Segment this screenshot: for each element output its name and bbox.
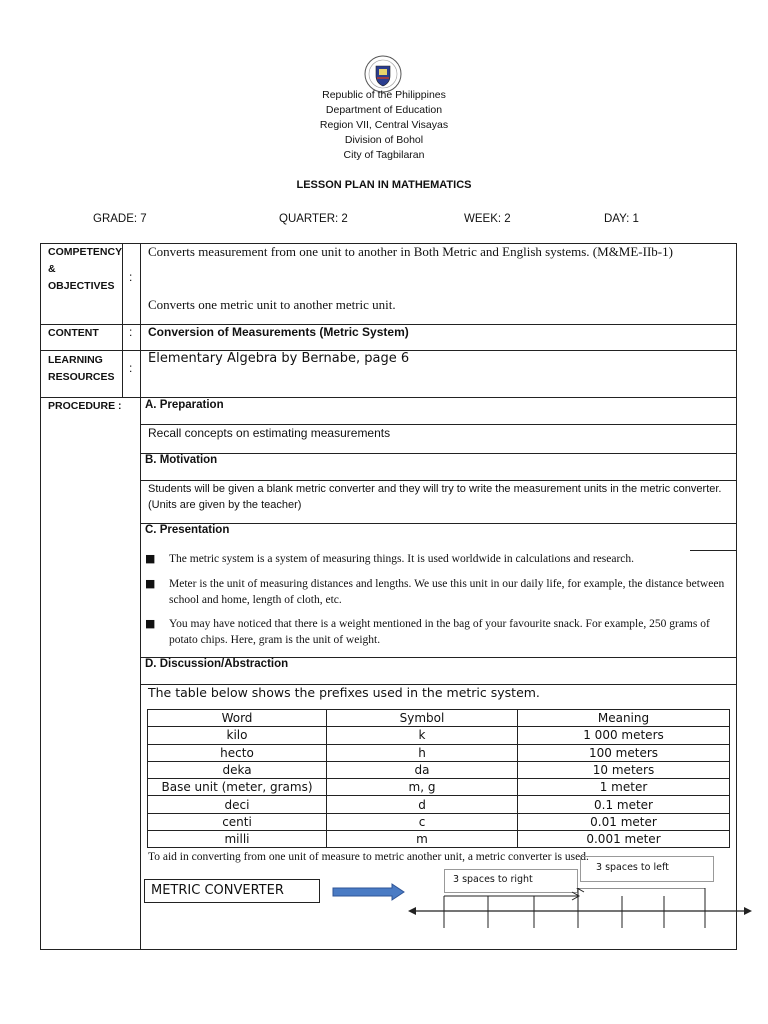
converter-intro-text: To aid in converting from one unit of measure to metric another unit, a metric converter is used. bbox=[148, 851, 589, 863]
table-row bbox=[148, 813, 730, 830]
table-cell: c bbox=[327, 813, 518, 830]
section-d-intro: The table below shows the prefixes used in the metric system. bbox=[148, 685, 540, 700]
table-cell: 1 000 meters bbox=[518, 727, 730, 744]
table-header-row bbox=[148, 710, 730, 727]
table-cell: h bbox=[327, 744, 518, 761]
table-row bbox=[148, 727, 730, 744]
header-line-republic: Republic of the Philippines bbox=[322, 89, 446, 101]
section-a-text: Recall concepts on estimating measurements bbox=[148, 426, 391, 440]
resources-colon: : bbox=[129, 361, 133, 375]
table-header-word: Word bbox=[148, 710, 327, 727]
table-cell: deci bbox=[148, 796, 327, 813]
table-header-meaning: Meaning bbox=[518, 710, 730, 727]
bullet-icon: ■ bbox=[145, 552, 156, 565]
section-b-text: Students will be given a blank metric converter and they will try to write the measurement units in the metric converter. (Units are given by the teacher) bbox=[148, 483, 722, 511]
table-cell: hecto bbox=[148, 744, 327, 761]
day-label: DAY: 1 bbox=[604, 213, 639, 225]
section-a-title: A. Preparation bbox=[145, 399, 224, 411]
page-title: LESSON PLAN IN MATHEMATICS bbox=[296, 179, 472, 191]
competency-label: COMPETENCY & OBJECTIVES bbox=[48, 246, 123, 292]
quarter-label: QUARTER: 2 bbox=[279, 213, 348, 225]
metric-prefix-table bbox=[147, 709, 730, 848]
section-d-title: D. Discussion/Abstraction bbox=[145, 658, 289, 670]
table-cell: 0.001 meter bbox=[518, 831, 730, 848]
section-b-title: B. Motivation bbox=[145, 454, 218, 466]
header-line-city: City of Tagbilaran bbox=[343, 149, 425, 161]
metric-converter-box: METRIC CONVERTER bbox=[144, 879, 320, 903]
resources-label: LEARNING RESOURCES bbox=[48, 354, 115, 383]
right-arrow-icon bbox=[332, 883, 406, 901]
table-cell: da bbox=[327, 761, 518, 778]
presentation-bullet-3: You may have noticed that there is a weight mentioned in the bag of your favourite snack. For example, 250 grams of potato chips. Here, gram is the unit of weight. bbox=[169, 618, 710, 646]
header-line-division: Division of Bohol bbox=[344, 134, 424, 146]
table-cell: Base unit (meter, grams) bbox=[148, 779, 327, 796]
table-cell: deka bbox=[148, 761, 327, 778]
grade-label: GRADE: 7 bbox=[93, 213, 147, 225]
competency-text: Converts measurement from one unit to another in Both Metric and English systems. (M&ME-IIb-1) bbox=[148, 244, 673, 259]
spaces-left-label: 3 spaces to left bbox=[596, 862, 669, 873]
table-cell: kilo bbox=[148, 727, 327, 744]
table-cell: m, g bbox=[327, 779, 518, 796]
header-line-deped: Department of Education bbox=[325, 104, 443, 116]
content-text: Conversion of Measurements (Metric System) bbox=[148, 325, 409, 339]
table-row bbox=[148, 796, 730, 813]
section-c-title: C. Presentation bbox=[145, 524, 230, 536]
table-cell: 0.1 meter bbox=[518, 796, 730, 813]
competency-colon: : bbox=[129, 270, 133, 284]
metric-number-line bbox=[404, 888, 756, 930]
table-cell: 10 meters bbox=[518, 761, 730, 778]
content-colon: : bbox=[129, 325, 133, 339]
table-row bbox=[148, 744, 730, 761]
table-header-symbol: Symbol bbox=[327, 710, 518, 727]
table-cell: centi bbox=[148, 813, 327, 830]
table-cell: 0.01 meter bbox=[518, 813, 730, 830]
procedure-label: PROCEDURE : bbox=[48, 400, 122, 412]
week-label: WEEK: 2 bbox=[464, 213, 511, 225]
table-cell: 1 meter bbox=[518, 779, 730, 796]
presentation-bullet-2: Meter is the unit of measuring distances and lengths. We use this unit in our daily life, for example, the distance between school and home, length of cloth, etc. bbox=[169, 578, 725, 606]
table-cell: 100 meters bbox=[518, 744, 730, 761]
table-cell: milli bbox=[148, 831, 327, 848]
table-cell: d bbox=[327, 796, 518, 813]
table-cell: m bbox=[327, 831, 518, 848]
presentation-bullet-1: The metric system is a system of measuring things. It is used worldwide in calculations and research. bbox=[169, 553, 634, 565]
bullet-icon: ■ bbox=[145, 617, 156, 630]
table-row bbox=[148, 779, 730, 796]
resources-text: Elementary Algebra by Bernabe, page 6 bbox=[148, 351, 410, 366]
header-line-region: Region VII, Central Visayas bbox=[319, 119, 449, 131]
objective-text: Converts one metric unit to another metric unit. bbox=[148, 297, 396, 312]
content-label: CONTENT bbox=[48, 327, 99, 339]
spaces-right-label: 3 spaces to right bbox=[453, 874, 533, 885]
table-row bbox=[148, 761, 730, 778]
table-row bbox=[148, 831, 730, 848]
bullet-icon: ■ bbox=[145, 577, 156, 590]
table-cell: k bbox=[327, 727, 518, 744]
